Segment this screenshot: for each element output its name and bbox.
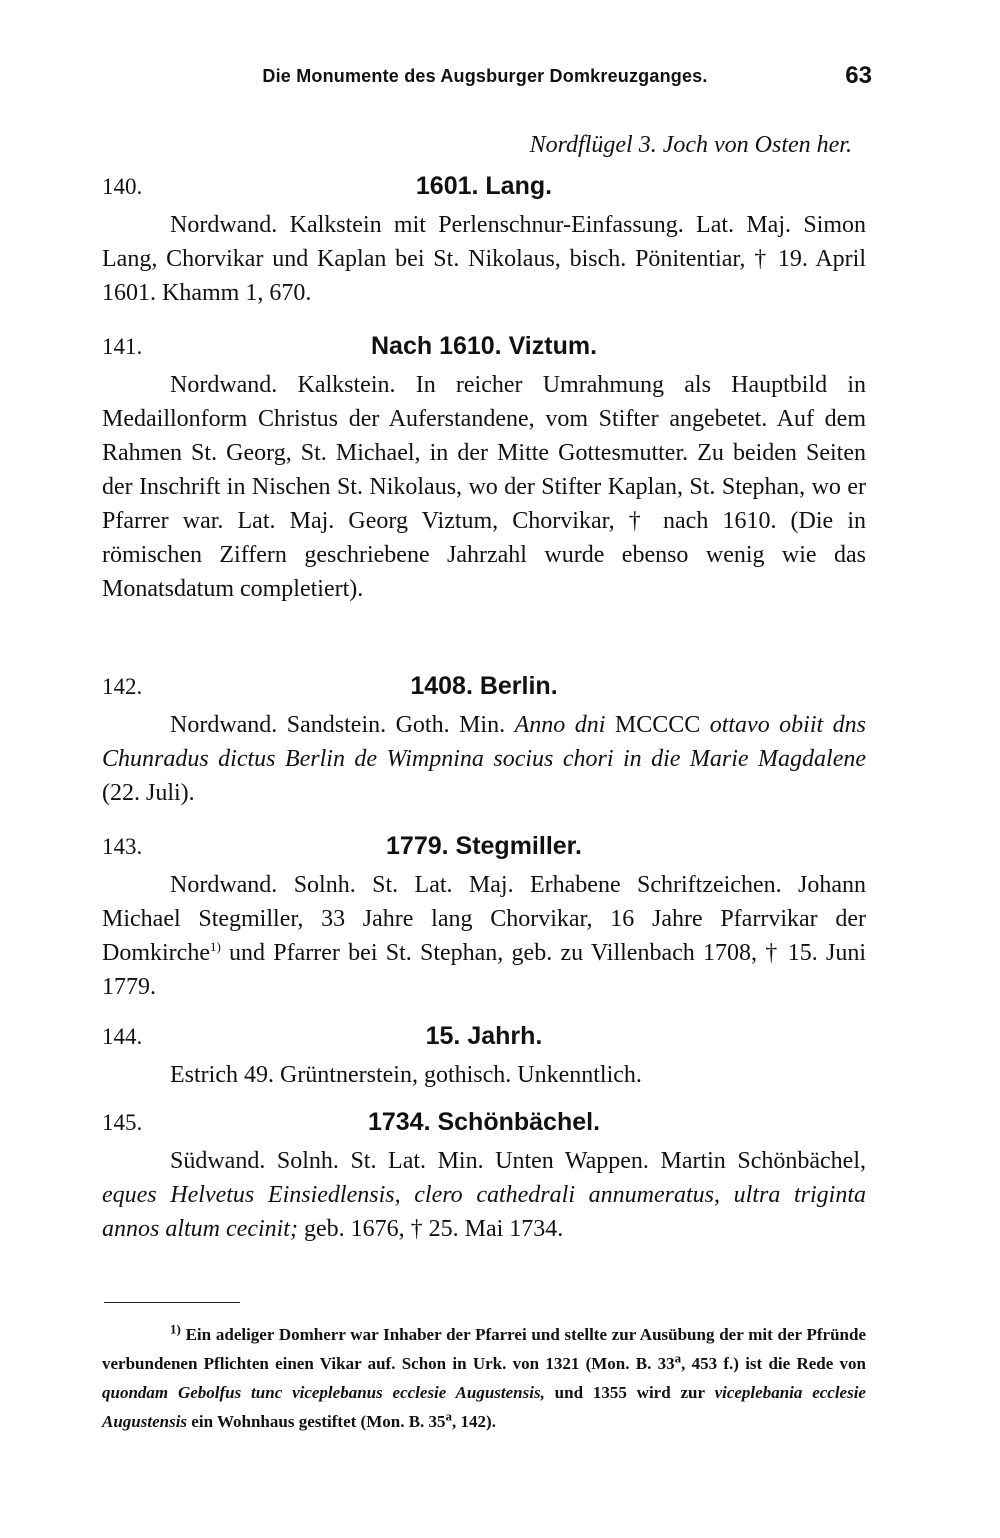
entry-heading: Nach 1610. Viztum. [370,332,598,360]
entry-140 [102,174,866,310]
entry-body [102,868,866,1004]
entry-text: geb. 1676, † 25. Mai 1734. [297,1216,564,1242]
entry-number: 140. [102,174,143,199]
footnote-marker: 1) [170,1321,181,1337]
entry-heading: 1408. Berlin. [410,672,558,700]
footnote-ref[interactable]: 1) [209,939,221,954]
footnote-text: Ein adeliger Domherr war Inhaber der Pfarrei und stellte zur Ausübung der mit der Pfründe verbundenen Pflichten einen Vikar auf. Schon in Urk. von 1321 (Mon. B. 33 [102,1325,866,1373]
footnote-text: ein Wohnhaus gestiftet (Mon. B. 35 [187,1412,446,1431]
entry-145 [102,1110,866,1246]
entry-body: Nordwand. Kalkstein mit Perlenschnur-Einfassung. Lat. Maj. Simon Lang, Chorvikar und Kaplan bei St. Nikolaus, bisch. Pönitentiar, † 19. April 1601. Khamm 1, 670. [102,212,866,306]
entry-number: 141. [102,334,143,359]
footnote-latin: quondam Gebolfus tunc viceplebanus ecclesie Augustensis, [102,1383,545,1402]
entry-body [102,1144,866,1246]
entry-body: Nordwand. Kalkstein. In reicher Umrahmung als Hauptbild in Medaillonform Christus der Auferstandene, vom Stifter angebetet. Auf dem Rahmen St. Georg, St. Michael, in der Mitte Gottesmutter. Zu beiden Seiten der Inschrift in Nischen St. Nikolaus, wo der Stifter Kaplan, St. Stephan, wo er Pfarrer war. Lat. Maj. Georg Viztum, Chorvikar, † nach 1610. (Die in römischen Ziffern geschriebene Jahrzahl wurde ebenso wenig wie das Monatsdatum completiert). [102,372,866,602]
entry-143 [102,834,866,1004]
page-number: 63 [845,62,872,89]
footnote-text: und 1355 wird zur [544,1383,715,1402]
footnote-divider [104,1302,240,1303]
entry-text: Südwand. Solnh. St. Lat. Min. Unten Wappen. Martin Schönbächel, [170,1148,866,1174]
entry-text: Nordwand. Sandstein. Goth. Min. [170,712,515,738]
running-title: Die Monumente des Augsburger Domkreuzganges. [262,66,708,86]
latin-inscription: ottavo obiit dns Chunradus dictus Berlin de Wimpnina socius chori in die Marie Magdalene [102,712,866,772]
entry-text: und Pfarrer bei St. Stephan, geb. zu Villenbach 1708, † 15. Juni 1779. [102,940,866,1000]
footnote-text: , 453 f.) ist die Rede von [681,1354,866,1373]
entry-number: 142. [102,674,143,699]
entry-number: 145. [102,1110,143,1135]
entry-body [102,708,866,810]
entry-heading: 1601. Lang. [415,172,553,200]
entry-144 [102,1024,866,1092]
entry-heading: 1779. Stegmiller. [386,832,582,860]
entry-text: MCCCC [605,712,710,738]
entry-body: Estrich 49. Grüntnerstein, gothisch. Unkenntlich. [170,1062,642,1088]
footnote-sup: a [445,1408,453,1424]
footnote-text: , 142). [452,1412,496,1431]
footnote-sup: a [674,1350,682,1366]
entry-number: 143. [102,834,143,859]
latin-inscription: eques Helvetus Einsiedlensis, clero cathedrali annumeratus, ultra triginta annos altum cecinit; [102,1182,866,1242]
latin-inscription: Anno dni [514,712,606,738]
entry-number: 144. [102,1024,143,1049]
entry-text: (22. Juli). [102,780,195,806]
entry-text: Nordwand. Solnh. St. Lat. Maj. Erhabene Schriftzeichen. Johann Michael Stegmiller, 33 Jahre lang Chorvikar, 16 Jahre Pfarrvikar der Domkirche [102,872,866,966]
entry-141 [102,334,866,606]
entry-heading: 1734. Schönbächel. [367,1108,601,1136]
section-caption: Nordflügel 3. Joch von Osten her. [529,132,852,158]
footnote [102,1320,866,1436]
footnote-latin: viceplebania ecclesie Augustensis [102,1383,866,1431]
entry-heading: 15. Jahrh. [425,1022,543,1050]
entry-142 [102,674,866,810]
